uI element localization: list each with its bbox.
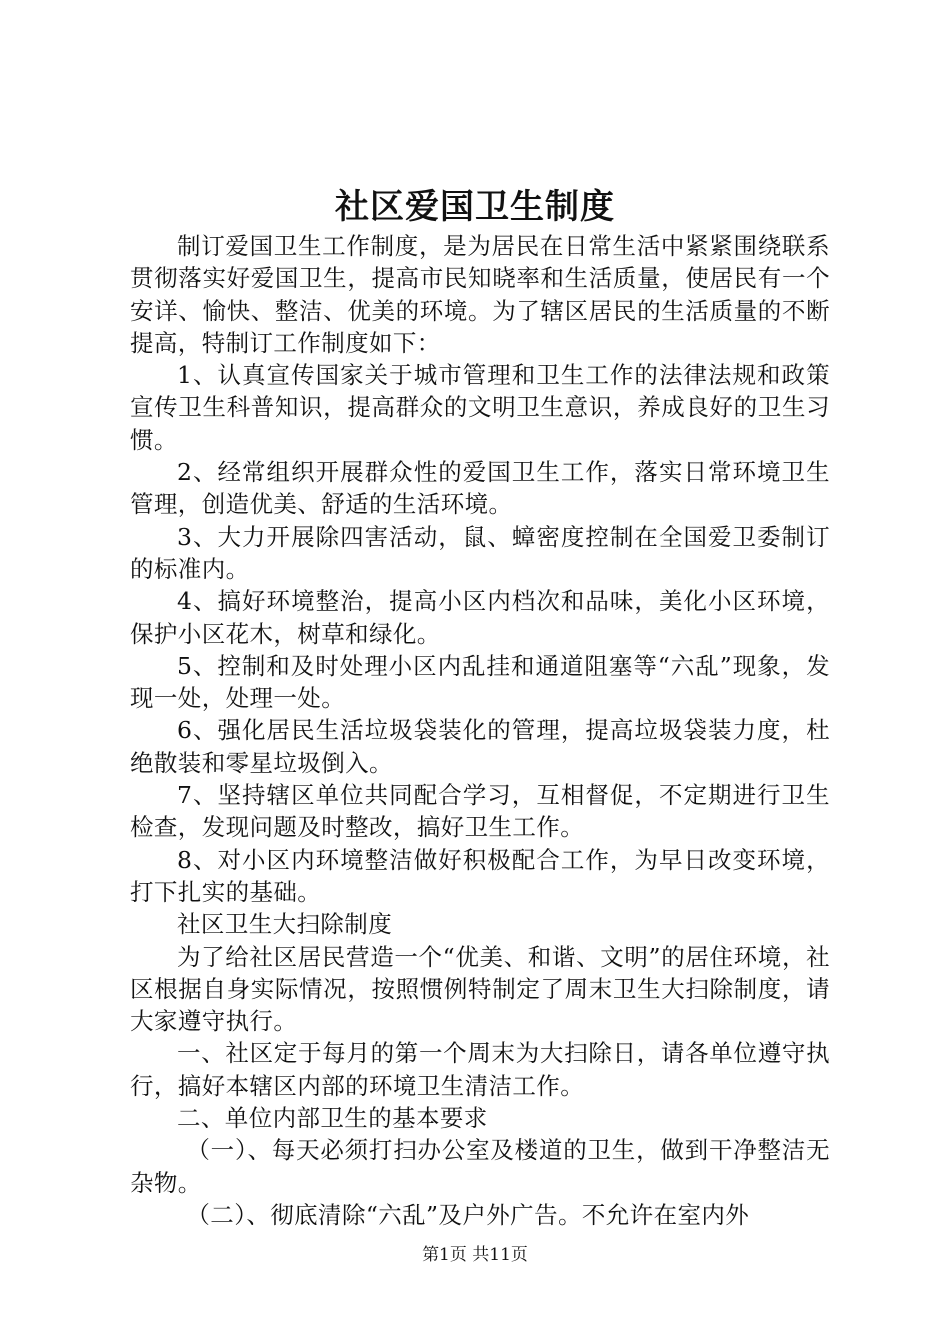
rule-item-5: 5、控制和及时处理小区内乱挂和通道阻塞等“六乱”现象，发现一处，处理一处。	[130, 651, 830, 713]
document-title: 社区爱国卫生制度	[335, 187, 615, 227]
cleanup-intro-paragraph: 为了给社区居民营造一个“优美、和谐、文明”的居住环境，社区根据自身实际情况，按照惯例特制定了周末卫生大扫除制度，请大家遵守执行。	[130, 942, 830, 1036]
rule-item-8: 8、对小区内环境整洁做好积极配合工作，为早日改变环境，打下扎实的基础。	[130, 845, 830, 906]
page-number: 第1页 共11页	[422, 1245, 528, 1265]
cleanup-item-2-heading: 二、单位内部卫生的基本要求	[177, 1104, 488, 1133]
cleanup-item-1: 一、社区定于每月的第一个周末为大扫除日，请各单位遵守执行，搞好本辖区内部的环境卫生清洁工作。	[130, 1039, 830, 1100]
cleanup-subitem-1: （一）、每天必须打扫办公室及楼道的卫生，做到干净整洁无杂物。	[130, 1136, 830, 1197]
cleanup-subitem-2: （二）、彻底清除“六乱”及户外广告。不允许在室内外	[186, 1200, 750, 1229]
rule-item-1: 1、认真宣传国家关于城市管理和卫生工作的法律法规和政策宣传卫生科普知识，提高群众的文明卫生意识，养成良好的卫生习惯。	[130, 361, 830, 454]
rule-item-2: 2、经常组织开展群众性的爱国卫生工作，落实日常环境卫生管理，创造优美、舒适的生活环境。	[130, 458, 830, 519]
document-body	[130, 230, 830, 1231]
rule-item-7: 7、坚持辖区单位共同配合学习，互相督促，不定期进行卫生检查，发现问题及时整改，搞好卫生工作。	[130, 781, 830, 842]
section-heading-cleanup: 社区卫生大扫除制度	[177, 910, 393, 939]
rule-item-3: 3、大力开展除四害活动，鼠、蟑密度控制在全国爱卫委制订的标准内。	[130, 522, 830, 583]
rule-item-4: 4、搞好环境整治，提高小区内档次和品味，美化小区环境，保护小区花木，树草和绿化。	[130, 587, 830, 648]
intro-paragraph: 制订爱国卫生工作制度，是为居民在日常生活中紧紧围绕联系贯彻落实好爱国卫生，提高市民知晓率和生活质量，使居民有一个安详、愉快、整洁、优美的环境。为了辖区居民的生活质量的不断提高，特制订工作制度如下：	[130, 232, 830, 357]
rule-item-6: 6、强化居民生活垃圾袋装化的管理，提高垃圾袋装力度，杜绝散装和零星垃圾倒入。	[130, 716, 830, 777]
